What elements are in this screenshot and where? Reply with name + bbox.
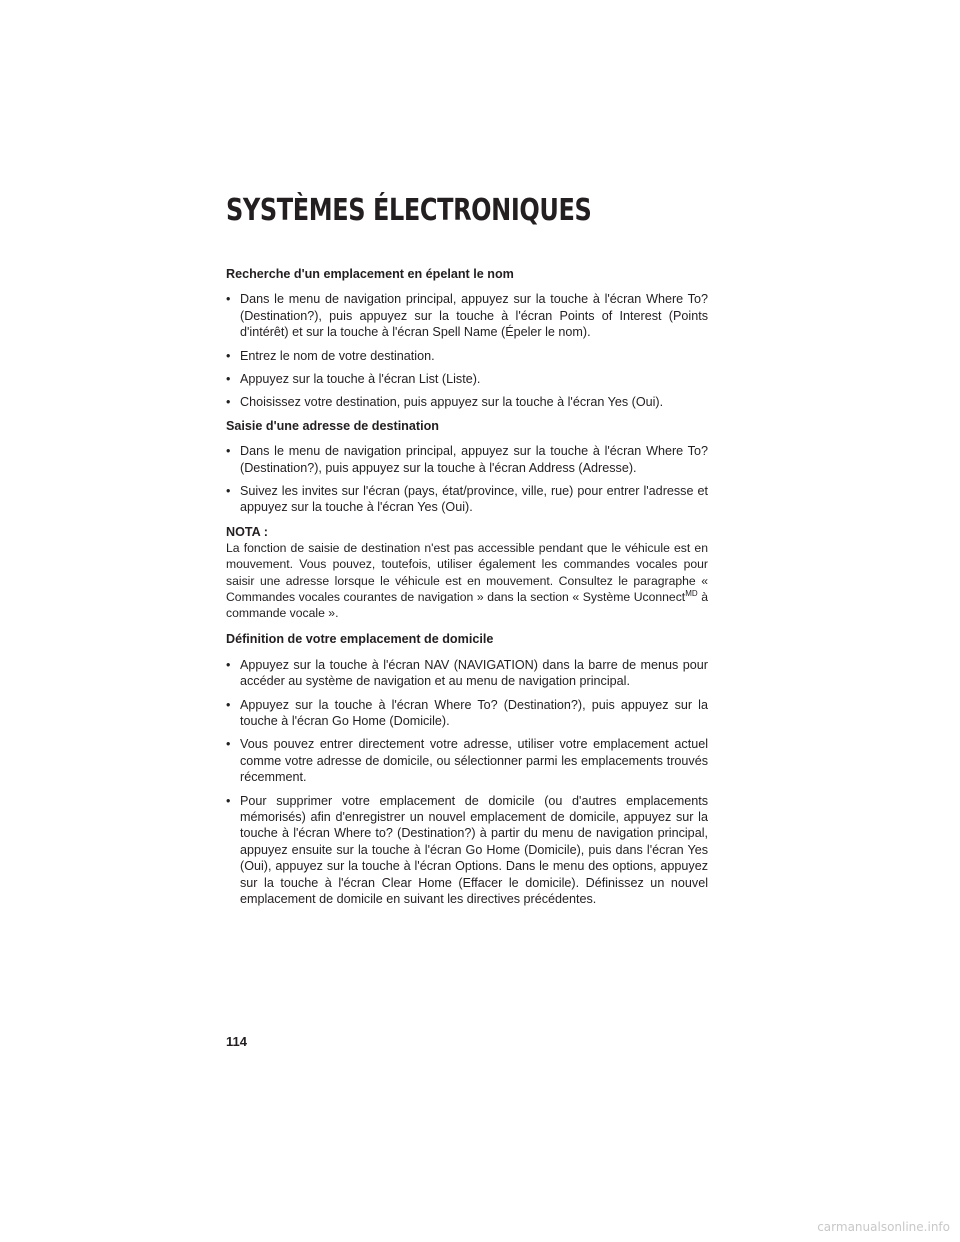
page-number: 114 bbox=[226, 1034, 247, 1049]
bullet-icon: • bbox=[226, 444, 231, 459]
list-item bbox=[226, 291, 708, 340]
bullet-list bbox=[226, 443, 708, 516]
bullet-icon: • bbox=[226, 484, 231, 499]
note-text-main: La fonction de saisie de destination n'est pas accessible pendant que le véhicule est en mouvement. Vous pouvez, toutefois, utiliser également les commandes vocales pour saisir une adresse lorsque le véhicule est en mouvement. Consultez le paragraphe « Commandes vocales courantes de navigation » dans la section « Système Uconnect bbox=[226, 541, 708, 604]
bullet-icon: • bbox=[226, 737, 231, 752]
section-spell-name bbox=[226, 266, 708, 411]
list-item bbox=[226, 348, 708, 364]
list-item bbox=[226, 371, 708, 387]
list-item-text: Appuyez sur la touche à l'écran Where To? (Destination?), puis appuyez sur la touche à l'écran Go Home (Domicile). bbox=[240, 697, 708, 728]
list-item bbox=[226, 443, 708, 476]
page-content bbox=[226, 266, 708, 914]
list-item-text: Dans le menu de navigation principal, appuyez sur la touche à l'écran Where To? (Destination?), puis appuyez sur la touche à l'écran Address (Adresse). bbox=[240, 444, 708, 475]
trademark-superscript: MD bbox=[685, 588, 698, 598]
note-text-end: à commande vocale ». bbox=[226, 589, 708, 621]
bullet-icon: • bbox=[226, 697, 231, 712]
bullet-icon: • bbox=[226, 395, 231, 410]
bullet-list bbox=[226, 291, 708, 410]
bullet-icon: • bbox=[226, 292, 231, 307]
section-destination-address bbox=[226, 418, 708, 516]
section-heading: Définition de votre emplacement de domicile bbox=[226, 632, 494, 647]
bullet-icon: • bbox=[226, 793, 231, 808]
chapter-title: SYSTÈMES ÉLECTRONIQUES bbox=[226, 193, 592, 228]
list-item-text: Suivez les invites sur l'écran (pays, état/province, ville, rue) pour entrer l'adresse et appuyez sur la touche à l'écran Yes (Oui). bbox=[240, 484, 708, 515]
bullet-icon: • bbox=[226, 657, 231, 672]
list-item bbox=[226, 697, 708, 730]
section-home-location bbox=[226, 631, 708, 907]
list-item bbox=[226, 483, 708, 516]
list-item bbox=[226, 736, 708, 785]
list-item-text: Choisissez votre destination, puis appuyez sur la touche à l'écran Yes (Oui). bbox=[240, 395, 664, 410]
list-item-text: Entrez le nom de votre destination. bbox=[240, 348, 435, 363]
list-item-text: Dans le menu de navigation principal, appuyez sur la touche à l'écran Where To? (Destination?), puis appuyez sur la touche à l'écran Points of Interest (Points d'intérêt) et sur la touche à l'écran Spell Name (Épeler le nom). bbox=[240, 292, 708, 340]
list-item-text: Appuyez sur la touche à l'écran List (Liste). bbox=[240, 372, 481, 387]
watermark-text: carmanualsonline.info bbox=[817, 1220, 950, 1234]
bullet-list bbox=[226, 657, 708, 908]
section-heading: Recherche d'un emplacement en épelant le nom bbox=[226, 267, 514, 281]
list-item bbox=[226, 657, 708, 690]
list-item bbox=[226, 793, 708, 908]
bullet-icon: • bbox=[226, 372, 231, 387]
note-label: NOTA : bbox=[226, 524, 268, 539]
list-item-text: Pour supprimer votre emplacement de domicile (ou d'autres emplacements mémorisés) afin d'enregistrer un nouvel emplacement de domicile, appuyez sur la touche à l'écran Where to? (Destination?) à partir du menu de navigation principal, appuyez ensuite sur la touche à l'écran Go Home (Domicile), puis dans l'écran Yes (Oui), appuyez sur la touche à l'écran Options. Dans le menu des options, appuyez sur la touche à l'écran Clear Home (Effacer le domicile). Définissez un nouvel emplacement de domicile en suivant les directives précédentes. bbox=[240, 793, 708, 906]
section-heading: Saisie d'une adresse de destination bbox=[226, 418, 439, 433]
bullet-icon: • bbox=[226, 348, 231, 363]
list-item bbox=[226, 394, 708, 410]
list-item-text: Vous pouvez entrer directement votre adresse, utiliser votre emplacement actuel comme votre adresse de domicile, ou sélectionner parmi les emplacements trouvés récemment. bbox=[240, 737, 708, 785]
list-item-text: Appuyez sur la touche à l'écran NAV (NAVIGATION) dans la barre de menus pour accéder au système de navigation et au menu de navigation principal. bbox=[240, 657, 708, 689]
note-text bbox=[226, 540, 708, 621]
